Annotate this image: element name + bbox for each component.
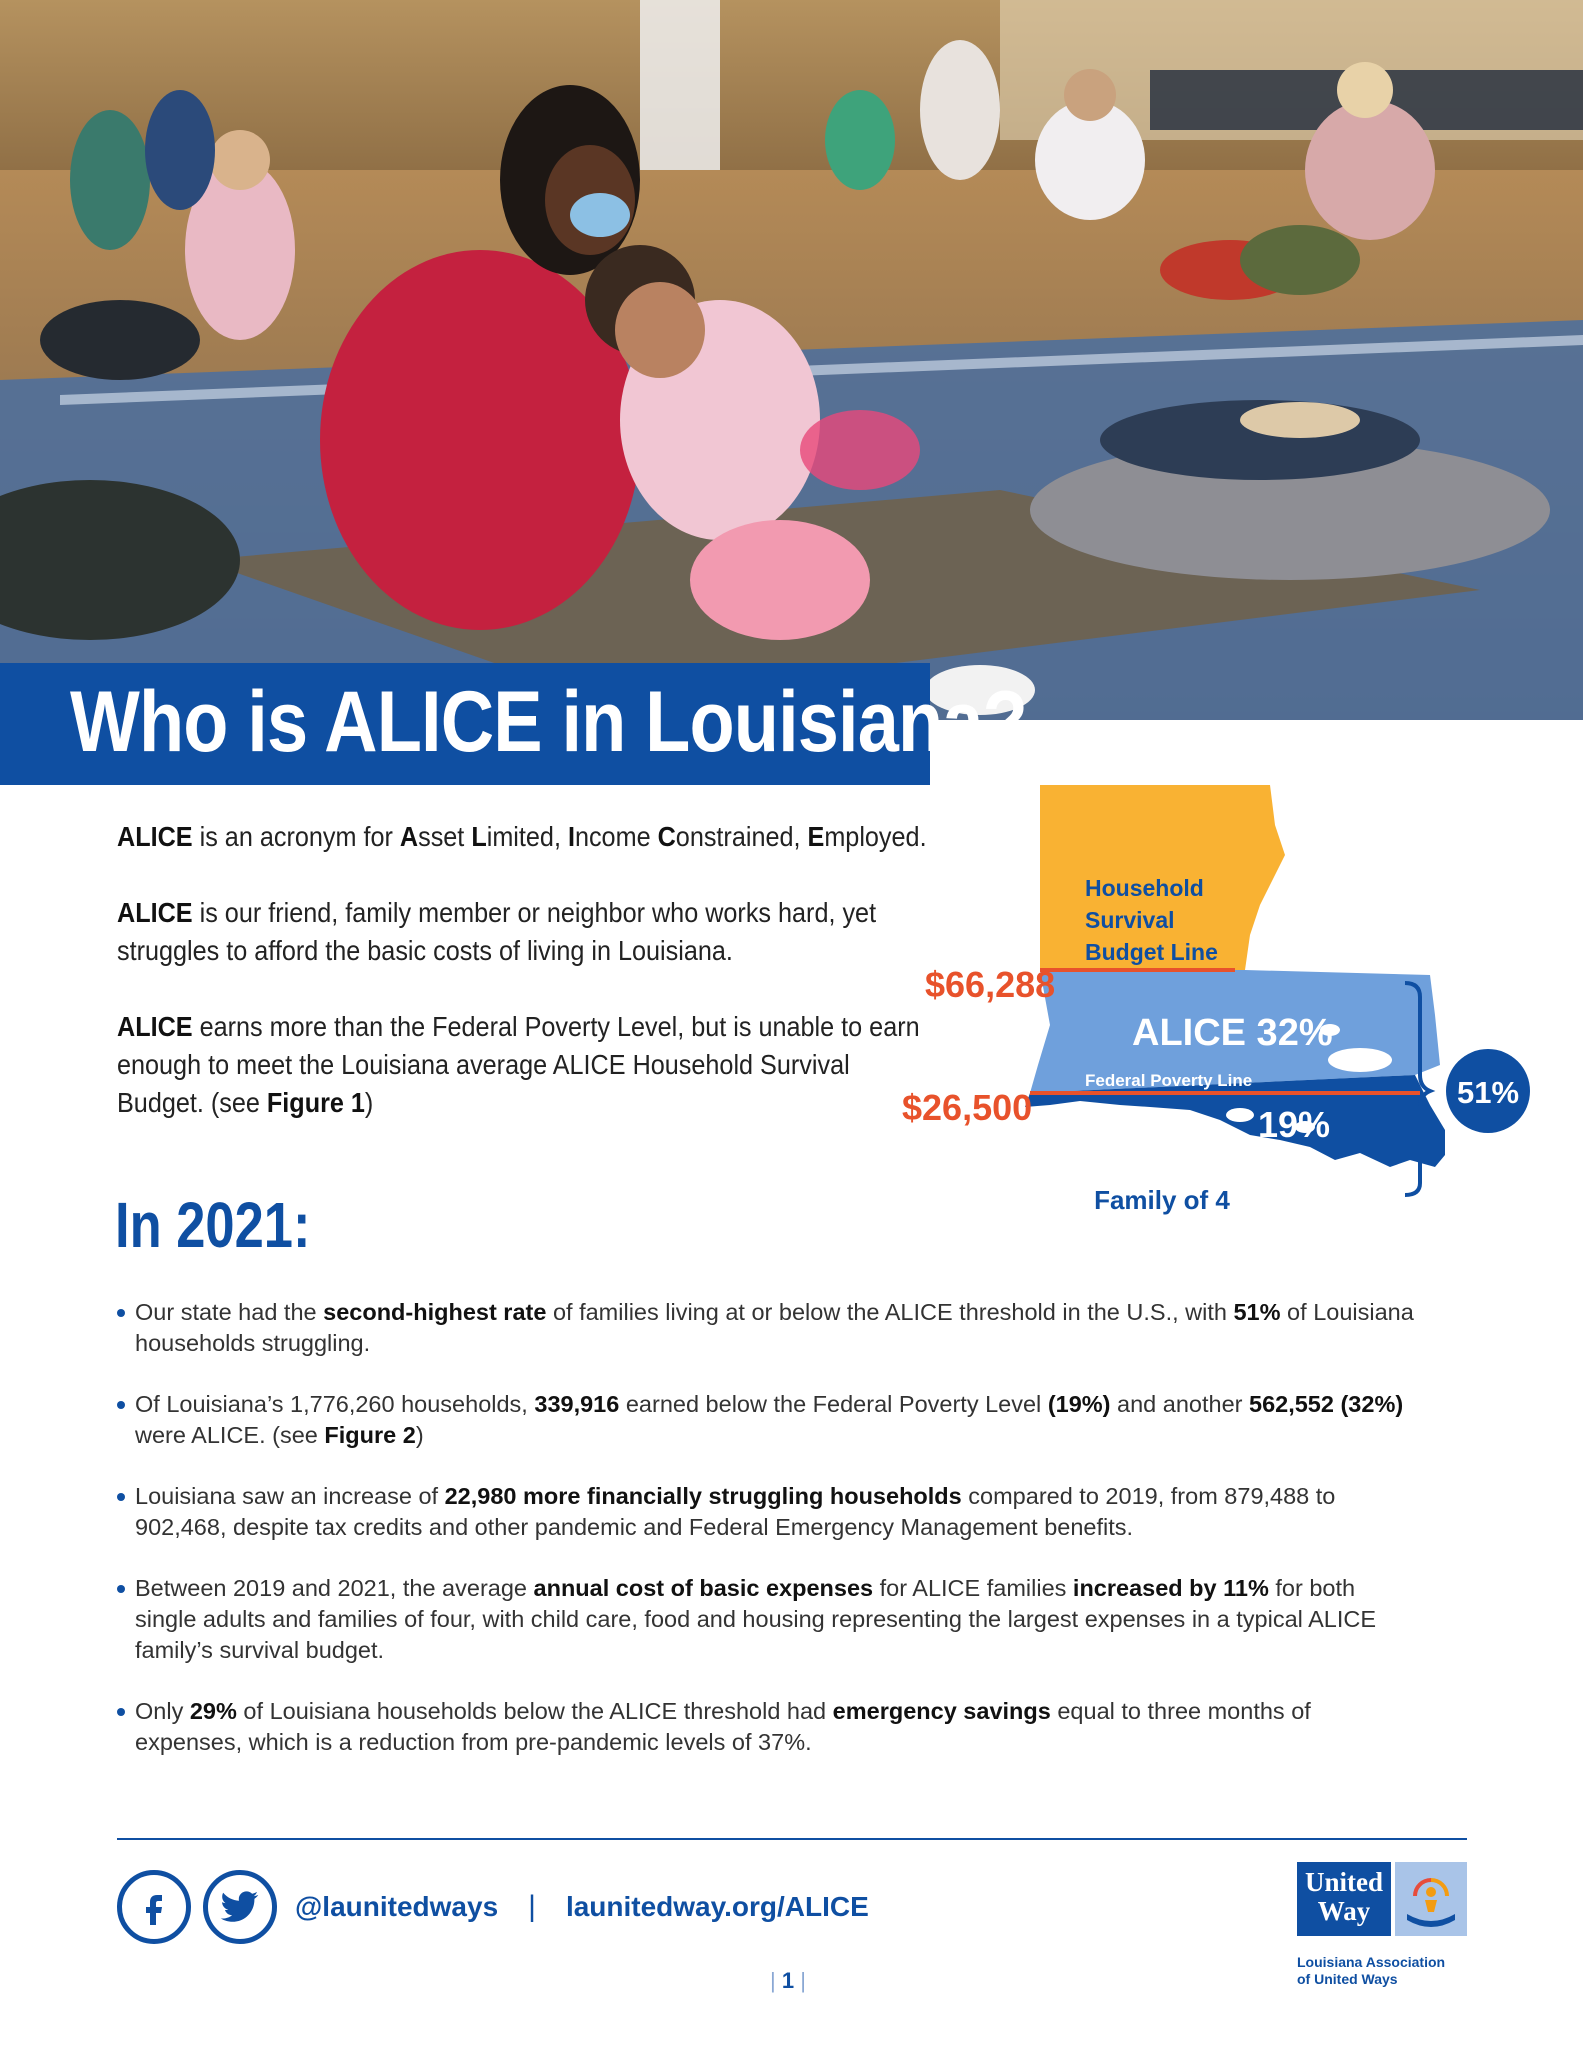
total-percent-label: 51% bbox=[1456, 1075, 1520, 1110]
united-way-wordmark bbox=[1297, 1862, 1391, 1936]
footer-separator: | bbox=[528, 1890, 536, 1923]
fpl-value: $26,500 bbox=[902, 1087, 1033, 1128]
logo-word-way: Way bbox=[1317, 1896, 1371, 1926]
title-banner bbox=[0, 663, 1027, 785]
website-link[interactable]: launitedway.org/ALICE bbox=[565, 1891, 869, 1922]
hero-illustration bbox=[0, 0, 1583, 720]
finding-item: Only 29% of Louisiana households below the ALICE threshold had emergency savings equal to three months of expenses, which is a reduction from pre-pandemic levels of 37%. bbox=[115, 1696, 1415, 1758]
section-heading: In 2021: bbox=[115, 1189, 311, 1261]
intro-paragraph-acronym: ALICE is an acronym for Asset Limited, Income Constrained, Employed. bbox=[117, 821, 927, 852]
page-number: | 1 | bbox=[770, 1968, 806, 1993]
hsb-label-line3: Budget Line bbox=[1085, 939, 1218, 965]
page-title: Who is ALICE in Louisiana? bbox=[70, 674, 1027, 770]
findings-list bbox=[115, 1297, 1415, 1788]
finding-item: Our state had the second-highest rate of families living at or below the ALICE threshold in the U.S., with 51% of Louisiana households struggling. bbox=[115, 1297, 1415, 1359]
page-number-value: 1 bbox=[781, 1968, 795, 1993]
footer-divider bbox=[117, 1838, 1467, 1840]
finding-item: Of Louisiana’s 1,776,260 households, 339,916 earned below the Federal Poverty Level (19%) and another 562,552 (32%) were ALICE. (see Figure 2) bbox=[115, 1389, 1415, 1451]
social-links bbox=[117, 1867, 869, 1947]
fpl-label: Federal Poverty Line bbox=[1085, 1071, 1253, 1090]
finding-item: Between 2019 and 2021, the average annual cost of basic expenses for ALICE families increased by 11% for both single adults and families of four, with child care, food and housing representing the largest expenses in a typical ALICE family’s survival budget. bbox=[115, 1573, 1415, 1666]
hero-photo bbox=[0, 0, 1583, 720]
intro-section bbox=[117, 818, 937, 1160]
logo-word-united: United bbox=[1304, 1867, 1383, 1897]
alice-threshold-figure bbox=[890, 775, 1530, 1225]
intro-paragraph-budget: ALICE earns more than the Federal Poverty Level, but is unable to earn enough to meet the Louisiana average ALICE Household Survival Budget. (see Figure 1) bbox=[117, 1011, 920, 1118]
poverty-percent-label: 19% bbox=[1258, 1104, 1331, 1145]
alice-percent-label: ALICE 32% bbox=[1132, 1012, 1333, 1054]
hsb-label-line1: Household bbox=[1085, 875, 1204, 901]
social-handle[interactable]: @launitedways bbox=[295, 1891, 499, 1922]
intro-paragraph-definition: ALICE is our friend, family member or neighbor who works hard, yet struggles to afford the basic costs of living in Louisiana. bbox=[117, 897, 877, 966]
hsb-label-line2: Survival bbox=[1085, 907, 1175, 933]
twitter-icon[interactable] bbox=[203, 1870, 277, 1944]
louisiana-map-graphic bbox=[890, 775, 1530, 1225]
united-way-hand-icon bbox=[1395, 1862, 1467, 1936]
hsb-value: $66,288 bbox=[925, 964, 1056, 1005]
association-line-2: of United Ways bbox=[1297, 1971, 1398, 1987]
figure-caption: Family of 4 bbox=[1094, 1185, 1230, 1215]
facebook-icon[interactable] bbox=[117, 1870, 191, 1944]
united-way-logo bbox=[1297, 1862, 1467, 1936]
association-line-1: Louisiana Association bbox=[1297, 1954, 1446, 1970]
association-name bbox=[1297, 1954, 1497, 1988]
finding-item: Louisiana saw an increase of 22,980 more financially struggling households compared to 2019, from 879,488 to 902,468, despite tax credits and other pandemic and Federal Emergency Management benefits. bbox=[115, 1481, 1415, 1543]
